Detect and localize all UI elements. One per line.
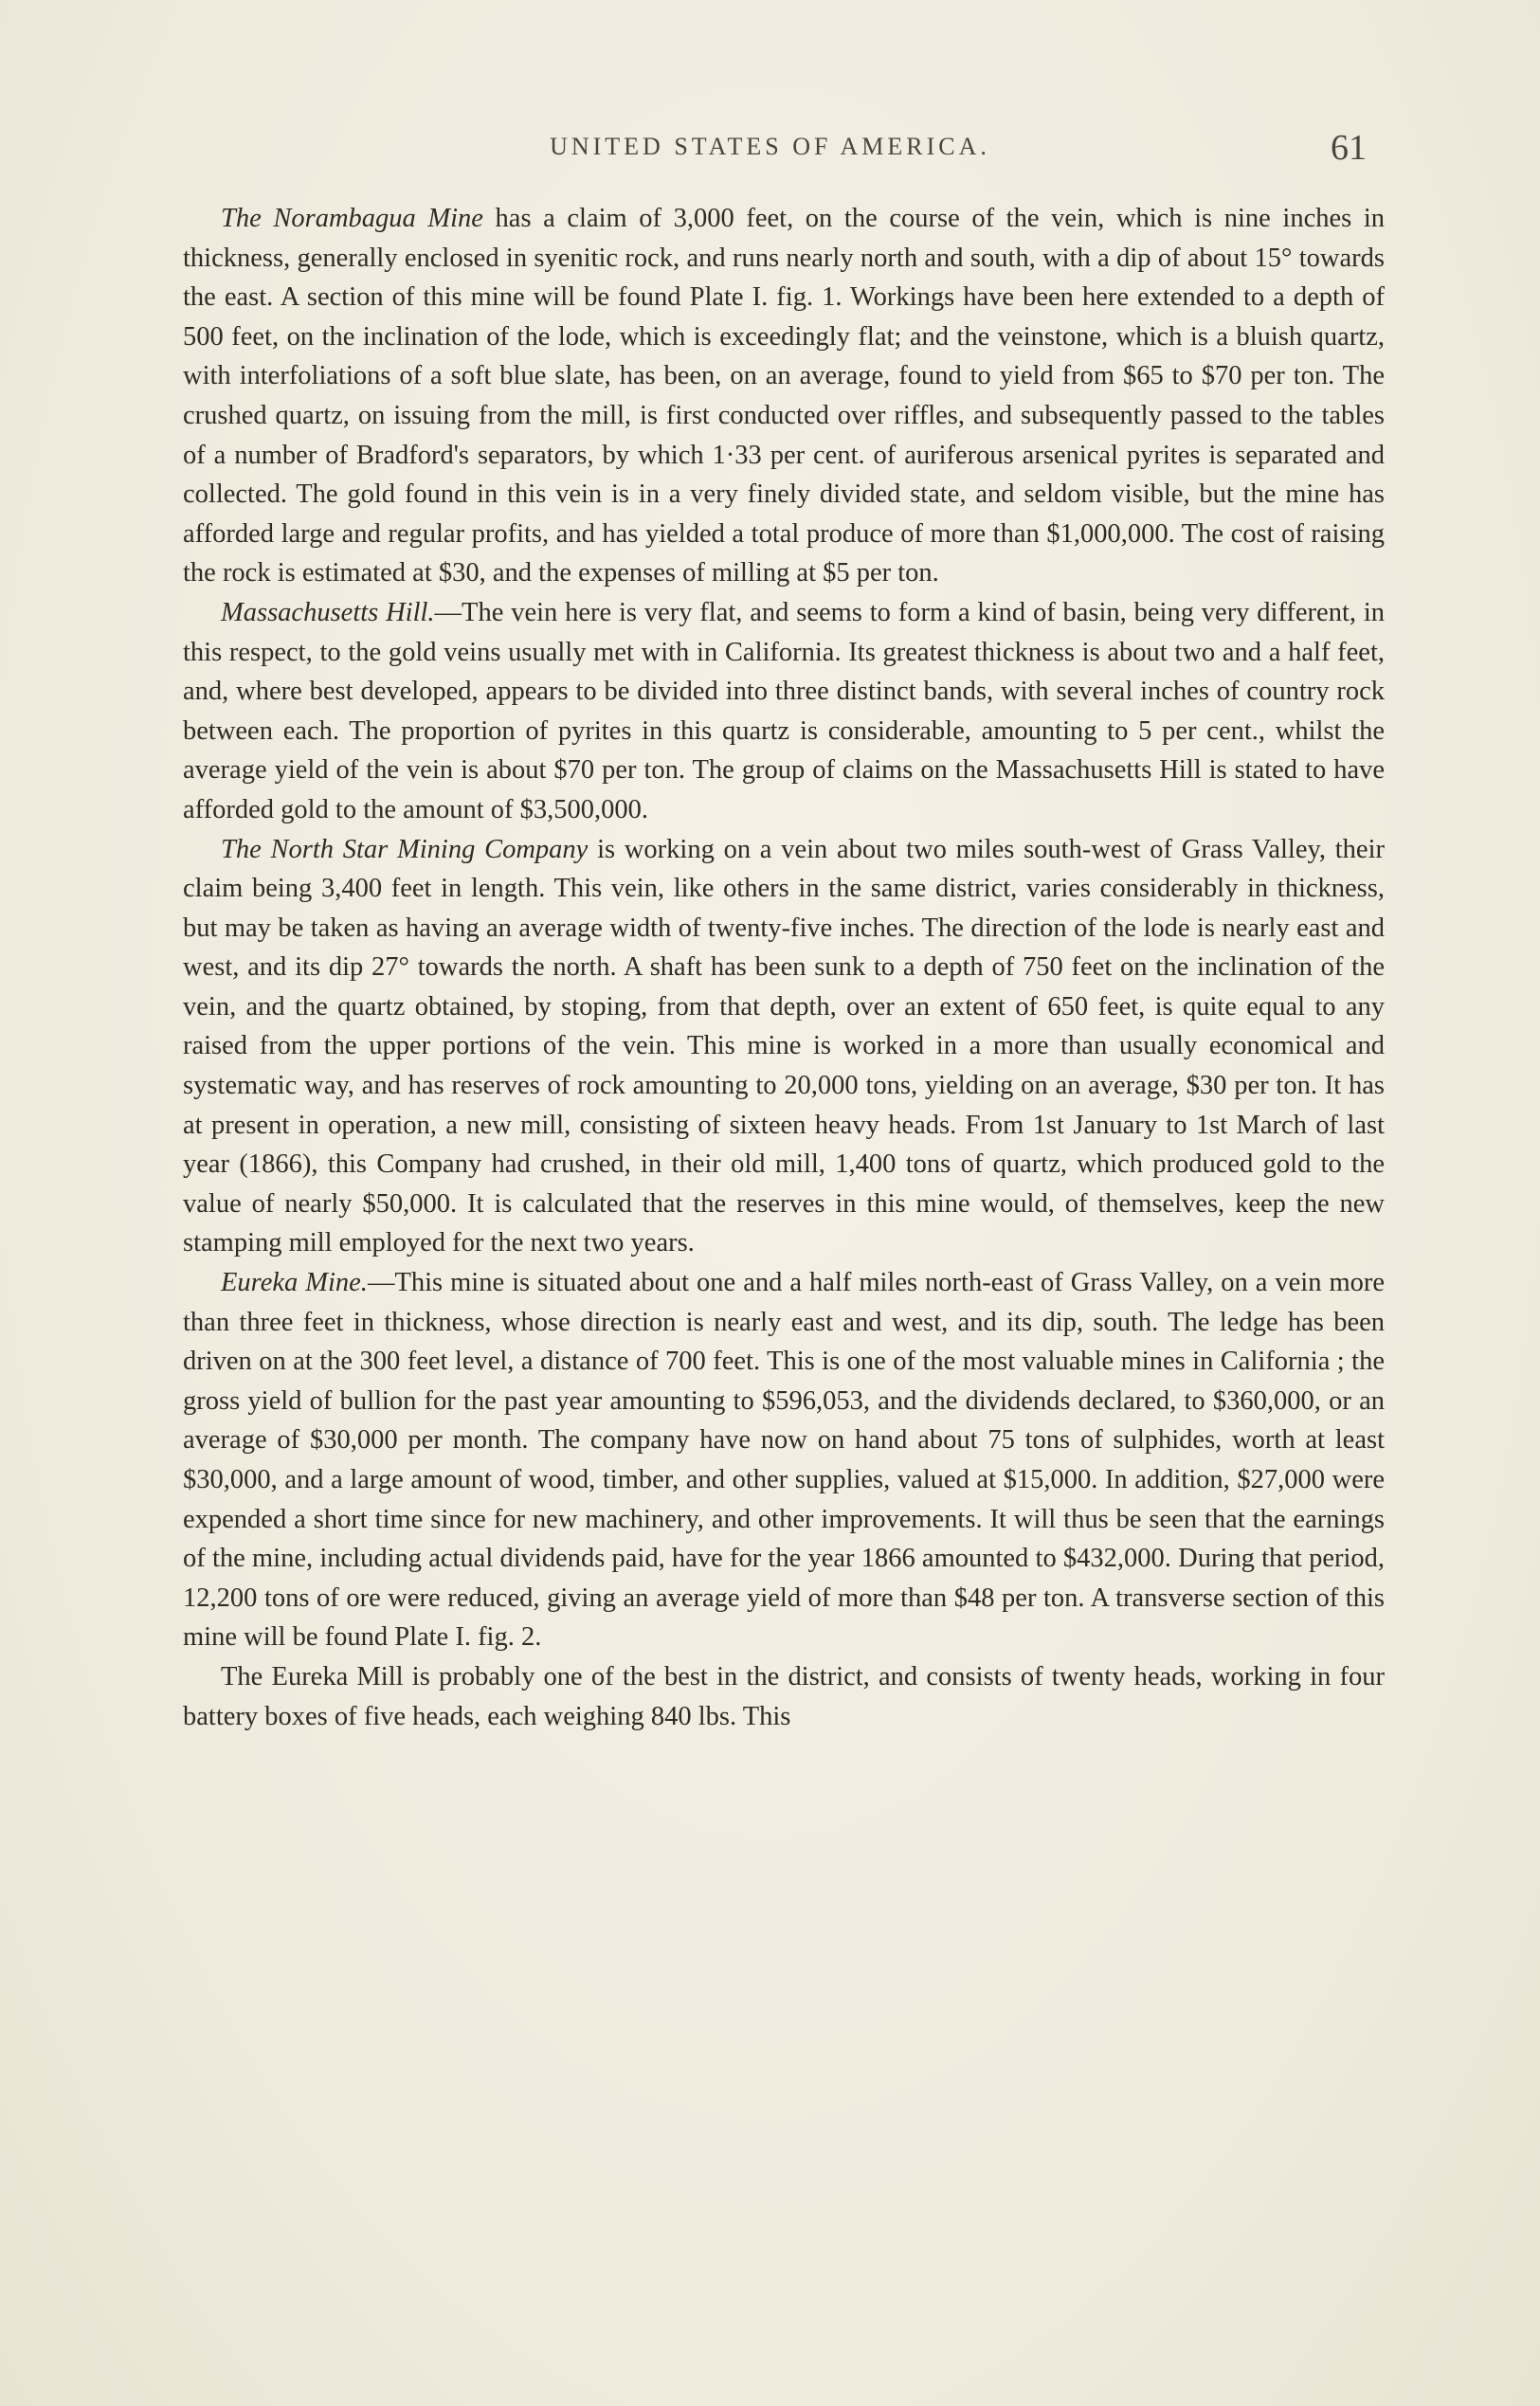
- paragraph-lead: The North Star Mining Company: [221, 834, 589, 864]
- paragraph-text: has a claim of 3,000 feet, on the course of the vein, which is nine inches in thickness, generally enclosed in syenitic rock, and runs nearly north and south, with a dip of about 15° towards the east. A section of this mine will be found Plate I. fig. 1. Workings have been here extended to a depth of 500 feet, on the inclination of the lode, which is exceedingly flat; and the veinstone, which is a bluish quartz, with interfoliations of a soft blue slate, has been, on an average, found to yield from $65 to $70 per ton. The crushed quartz, on issuing from the mill, is first conducted over riffles, and subsequently passed to the tables of a number of Bradford's separators, by which 1·33 per cent. of auriferous arsenical pyrites is separated and collected. The gold found in this vein is in a very finely divided state, and seldom visible, but the mine has afforded large and regular profits, and has yielded a total produce of more than $1,000,000. The cost of raising the rock is estimated at $30, and the expenses of milling at $5 per ton.: [183, 204, 1385, 588]
- page-number: 61: [1331, 128, 1367, 168]
- paragraph-text: is working on a vein about two miles south-west of Grass Valley, their claim being 3,400 feet in length. This vein, like others in the same district, varies considerably in thickness, but may be taken as having an average width of twenty-five inches. The direction of the lode is nearly east and west, and its dip 27° towards the north. A shaft has been sunk to a depth of 750 feet on the inclination of the vein, and the quartz obtained, by stoping, from that depth, over an extent of 650 feet, is quite equal to any raised from the upper portions of the vein. This mine is worked in a more than usually economical and systematic way, and has reserves of rock amounting to 20,000 tons, yielding on an average, $30 per ton. It has at present in operation, a new mill, consisting of sixteen heavy heads. From 1st January to 1st March of last year (1866), this Company had crushed, in their old mill, 1,400 tons of quartz, which produced gold to the value of nearly $50,000. It is calculated that the reserves in this mine would, of themselves, keep the new stamping mill employed for the next two years.: [183, 834, 1385, 1258]
- paragraph-lead: Massachusetts Hill.: [221, 597, 435, 627]
- paragraph-lead: Eureka Mine.: [221, 1268, 368, 1298]
- paragraph-lead: The Norambagua Mine: [221, 204, 483, 233]
- paragraph-eureka-mine: [183, 1263, 1385, 1657]
- paragraph-eureka-mill: [183, 1657, 1385, 1736]
- paragraph-text: The Eureka Mill is probably one of the best in the district, and consists of twenty heads, working in four battery boxes of five heads, each weighing 840 lbs. This: [183, 1661, 1385, 1731]
- body-text: [183, 199, 1385, 1736]
- paragraph-norambagua-mine: [183, 199, 1385, 593]
- running-title: UNITED STATES OF AMERICA.: [550, 133, 990, 160]
- paragraph-text: —This mine is situated about one and a half miles north-east of Grass Valley, on a vein more than three feet in thickness, whose direction is nearly east and west, and its dip, south. The ledge has been driven on at the 300 feet level, a distance of 700 feet. This is one of the most valuable mines in California ; the gross yield of bullion for the past year amounting to $596,053, and the dividends declared, to $360,000, or an average of $30,000 per month. The company have now on hand about 75 tons of sulphides, worth at least $30,000, and a large amount of wood, timber, and other supplies, valued at $15,000. In addition, $27,000 were expended a short time since for new machinery, and other improvements. It will thus be seen that the earnings of the mine, including actual dividends paid, have for the year 1866 amounted to $432,000. During that period, 12,200 tons of ore were reduced, giving an average yield of more than $48 per ton. A transverse section of this mine will be found Plate I. fig. 2.: [183, 1268, 1385, 1653]
- running-head: [0, 128, 1540, 171]
- paragraph-massachusetts-hill: [183, 593, 1385, 830]
- paragraph-text: —The vein here is very flat, and seems to form a kind of basin, being very different, in this respect, to the gold veins usually met with in California. Its greatest thickness is about two and a half feet, and, where best developed, appears to be divided into three distinct bands, with several inches of country rock between each. The proportion of pyrites in this quartz is considerable, amounting to 5 per cent., whilst the average yield of the vein is about $70 per ton. The group of claims on the Massachusetts Hill is stated to have afforded gold to the amount of $3,500,000.: [183, 597, 1385, 824]
- paragraph-north-star-mining-company: [183, 830, 1385, 1264]
